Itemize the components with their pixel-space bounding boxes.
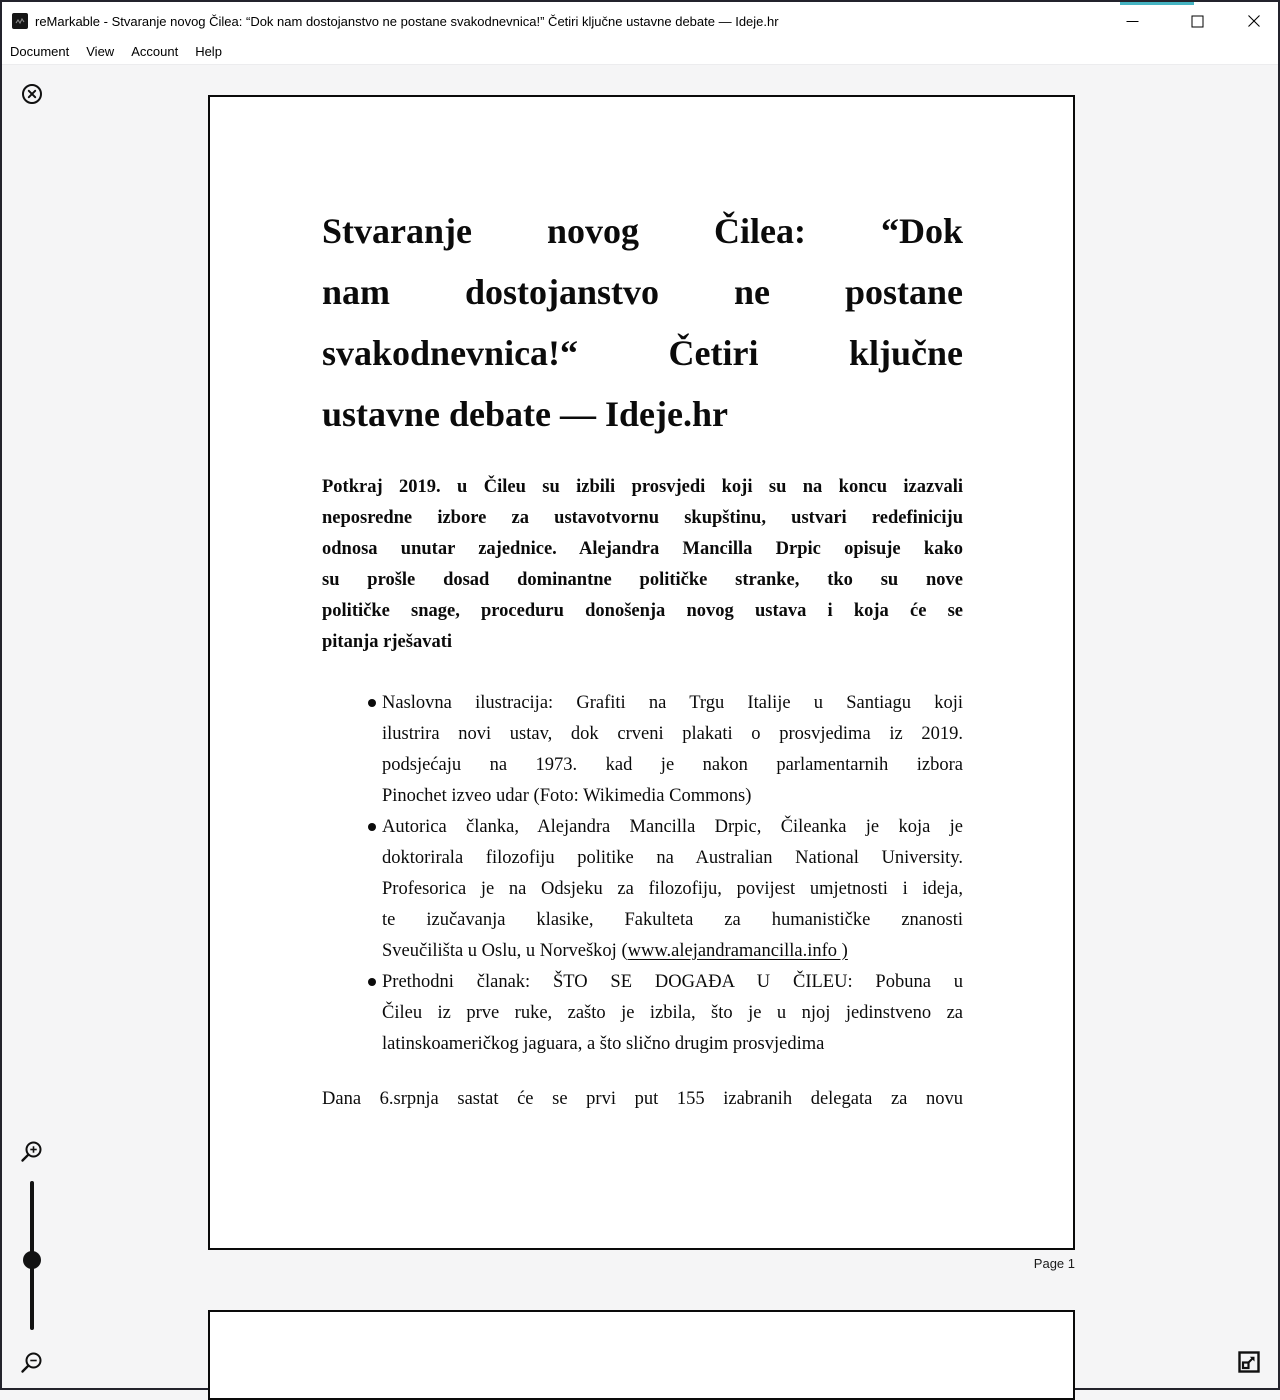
zoom-slider-thumb[interactable]: [23, 1251, 41, 1269]
list-item: [382, 688, 963, 812]
bullet-line: te izučavanja klasike, Fakulteta za humanističke znanosti: [382, 910, 963, 930]
titlebar: [2, 2, 1278, 40]
maximize-button[interactable]: [1174, 2, 1220, 40]
bullet-line: [382, 936, 963, 967]
bullet-line: doktorirala filozofiju politike na Australian National University.: [382, 848, 963, 868]
bullet-line: Prethodni članak: ŠTO SE DOGAĐA U ČILEU: Pobuna u: [382, 972, 963, 992]
bullet-line-text: Sveučilišta u Oslu, u Norveškoj (: [382, 941, 628, 961]
article-title-line: svakodnevnica!“ Četiri ključne: [322, 333, 963, 373]
fullscreen-expand-icon[interactable]: [1238, 1351, 1260, 1373]
bullet-line: latinskoameričkog jaguara, a što slično drugim prosvjedima: [382, 1034, 825, 1054]
lead-line: političke snage, proceduru donošenja novog ustava i koja će se: [322, 601, 963, 621]
bullet-line: Autorica članka, Alejandra Mancilla Drpic, Čileanka je koja je: [382, 817, 963, 837]
page-number-label: Page 1: [1033, 1256, 1075, 1271]
document-page-2: [208, 1310, 1075, 1400]
zoom-out-icon[interactable]: [18, 1350, 45, 1377]
article-title-line: ustavne debate — Ideje.hr: [322, 394, 728, 434]
article-title-line: nam dostojanstvo ne postane: [322, 272, 963, 312]
window-edge-accent: [1120, 2, 1194, 5]
lead-line: pitanja rješavati: [322, 632, 452, 652]
close-document-icon[interactable]: [21, 83, 43, 105]
minimize-button[interactable]: [1109, 2, 1155, 40]
article-lead: [322, 472, 963, 658]
article-title-line: Stvaranje novog Čilea: “Dok: [322, 211, 963, 251]
list-item: [382, 812, 963, 967]
bullet-line: Čileu iz prve ruke, zašto je izbila, što je u njoj jedinstveno za: [382, 1003, 963, 1023]
remarkable-app-icon: [12, 13, 28, 29]
window-title: reMarkable - Stvaranje novog Čilea: “Dok nam dostojanstvo ne postane svakodnevnica!” Četiri ključne ustavne debate — Ideje.hr: [35, 13, 779, 29]
bullet-line: ilustrira novi ustav, dok crveni plakati o prosvjedima iz 2019.: [382, 724, 963, 744]
lead-line: Potkraj 2019. u Čileu su izbili prosvjedi koji su na koncu izazvali: [322, 477, 963, 497]
document-page-1: [208, 95, 1075, 1250]
close-window-button[interactable]: [1231, 2, 1277, 40]
menu-account[interactable]: Account: [131, 43, 179, 59]
bullet-icon: [368, 823, 376, 831]
menu-help[interactable]: Help: [195, 43, 222, 59]
body-paragraph: Dana 6.srpnja sastat će se prvi put 155 izabranih delegata za novu: [322, 1089, 963, 1109]
menubar: [2, 40, 1278, 65]
bullet-line: Profesorica je na Odsjeku za filozofiju, povijest umjetnosti i ideja,: [382, 879, 963, 899]
menu-document[interactable]: Document: [10, 43, 70, 59]
bullet-line: Naslovna ilustracija: Grafiti na Trgu Italije u Santiagu koji: [382, 693, 963, 713]
lead-line: odnosa unutar zajednice. Alejandra Mancilla Drpic opisuje kako: [322, 539, 963, 559]
bullet-list: [322, 688, 963, 1060]
bullet-icon: [368, 699, 376, 707]
lead-line: su prošle dosad dominantne političke stranke, tko su nove: [322, 570, 963, 590]
list-item: [382, 967, 963, 1060]
bullet-icon: [368, 978, 376, 986]
bullet-line: Pinochet izveo udar (Foto: Wikimedia Commons): [382, 786, 752, 806]
menu-view[interactable]: View: [86, 43, 115, 59]
lead-line: neposredne izbore za ustavotvornu skupštinu, ustvari redefiniciju: [322, 508, 963, 528]
bullet-line: podsjećaju na 1973. kad je nakon parlamentarnih izbora: [382, 755, 963, 775]
zoom-in-icon[interactable]: [18, 1139, 45, 1166]
article-title: [322, 201, 963, 445]
author-website-link[interactable]: www.alejandramancilla.info ): [627, 941, 848, 961]
